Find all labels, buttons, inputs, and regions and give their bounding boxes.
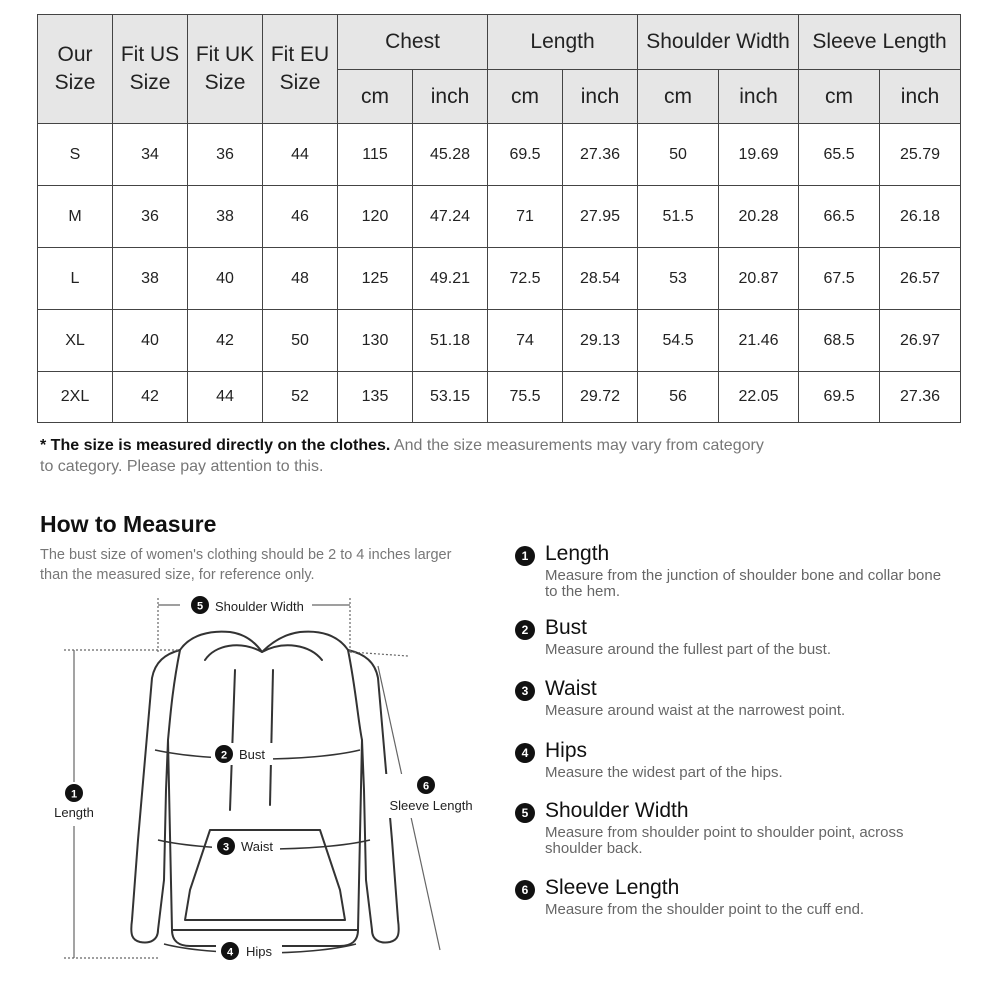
step-description: Measure around the fullest part of the bust. bbox=[545, 641, 832, 658]
header-fit-uk: Fit UK Size bbox=[188, 15, 263, 124]
table-cell: 130 bbox=[338, 310, 413, 372]
table-cell: 67.5 bbox=[799, 248, 880, 310]
table-row bbox=[38, 186, 961, 248]
table-row bbox=[38, 310, 961, 372]
unit-header: cm bbox=[488, 70, 563, 124]
length-number: 1 bbox=[70, 788, 78, 801]
table-cell: 53 bbox=[638, 248, 719, 310]
size-note bbox=[40, 435, 780, 477]
table-cell: 27.36 bbox=[563, 124, 638, 186]
table-cell: 53.15 bbox=[413, 372, 488, 423]
shoulder-width-number: 5 bbox=[196, 600, 204, 613]
table-cell: 36 bbox=[113, 186, 188, 248]
waist-label bbox=[212, 835, 280, 857]
bust-text: Bust bbox=[239, 747, 266, 762]
size-cell: L bbox=[38, 248, 113, 310]
table-cell: 52 bbox=[263, 372, 338, 423]
unit-header: cm bbox=[799, 70, 880, 124]
table-cell: 40 bbox=[188, 248, 263, 310]
header-fit-us: Fit US Size bbox=[113, 15, 188, 124]
table-cell: 120 bbox=[338, 186, 413, 248]
table-cell: 29.72 bbox=[563, 372, 638, 423]
table-cell: 45.28 bbox=[413, 124, 488, 186]
step-number-badge: 4 bbox=[515, 743, 535, 763]
table-cell: 27.36 bbox=[880, 372, 961, 423]
size-cell: 2XL bbox=[38, 372, 113, 423]
table-cell: 44 bbox=[188, 372, 263, 423]
size-cell: XL bbox=[38, 310, 113, 372]
header-fit-eu: Fit EU Size bbox=[263, 15, 338, 124]
table-cell: 46 bbox=[263, 186, 338, 248]
shoulder-width-text: Shoulder Width bbox=[215, 599, 304, 614]
size-chart-table bbox=[37, 14, 961, 423]
step-title: Shoulder Width bbox=[545, 799, 689, 822]
table-cell: 21.46 bbox=[719, 310, 799, 372]
step-number-badge: 5 bbox=[515, 803, 535, 823]
table-cell: 22.05 bbox=[719, 372, 799, 423]
header-shoulder-width: Shoulder Width bbox=[638, 15, 799, 70]
table-cell: 42 bbox=[113, 372, 188, 423]
header-chest: Chest bbox=[338, 15, 488, 70]
sleeve-length-label bbox=[384, 774, 480, 818]
hoodie-outline bbox=[131, 632, 398, 946]
bust-number: 2 bbox=[220, 749, 228, 762]
size-note-bold: * The size is measured directly on the clothes. bbox=[40, 437, 391, 454]
table-cell: 26.57 bbox=[880, 248, 961, 310]
table-cell: 47.24 bbox=[413, 186, 488, 248]
table-cell: 26.18 bbox=[880, 186, 961, 248]
unit-header: inch bbox=[563, 70, 638, 124]
table-cell: 56 bbox=[638, 372, 719, 423]
table-cell: 19.69 bbox=[719, 124, 799, 186]
how-to-measure-intro: The bust size of women's clothing should be 2 to 4 inches larger than the measured size, for reference only. bbox=[40, 547, 452, 583]
step-description: Measure from the junction of shoulder bone and collar bone to the hem. bbox=[545, 567, 942, 600]
table-cell: 75.5 bbox=[488, 372, 563, 423]
length-label bbox=[48, 782, 102, 826]
step-number-badge: 2 bbox=[515, 620, 535, 640]
table-cell: 51.18 bbox=[413, 310, 488, 372]
table-cell: 66.5 bbox=[799, 186, 880, 248]
step-title: Hips bbox=[545, 739, 588, 762]
step-number-badge: 1 bbox=[515, 546, 535, 566]
table-cell: 135 bbox=[338, 372, 413, 423]
step-description: Measure around waist at the narrowest point. bbox=[545, 702, 846, 719]
table-cell: 125 bbox=[338, 248, 413, 310]
table-cell: 115 bbox=[338, 124, 413, 186]
table-cell: 38 bbox=[113, 248, 188, 310]
table-cell: 42 bbox=[188, 310, 263, 372]
table-cell: 28.54 bbox=[563, 248, 638, 310]
table-cell: 68.5 bbox=[799, 310, 880, 372]
table-cell: 26.97 bbox=[880, 310, 961, 372]
table-cell: 71 bbox=[488, 186, 563, 248]
table-header bbox=[38, 15, 961, 124]
sleeve-length-number: 6 bbox=[422, 780, 430, 793]
unit-header: cm bbox=[638, 70, 719, 124]
header-sleeve-length: Sleeve Length bbox=[799, 15, 961, 70]
table-cell: 27.95 bbox=[563, 186, 638, 248]
step-title: Sleeve Length bbox=[545, 876, 680, 899]
table-body bbox=[38, 124, 961, 423]
length-text: Length bbox=[54, 805, 94, 820]
table-cell: 44 bbox=[263, 124, 338, 186]
table-cell: 50 bbox=[263, 310, 338, 372]
table-cell: 34 bbox=[113, 124, 188, 186]
step-title: Bust bbox=[545, 616, 588, 639]
unit-header: inch bbox=[719, 70, 799, 124]
table-cell: 25.79 bbox=[880, 124, 961, 186]
unit-header: inch bbox=[413, 70, 488, 124]
hips-number: 4 bbox=[226, 946, 234, 959]
table-cell: 20.87 bbox=[719, 248, 799, 310]
step-number-badge: 6 bbox=[515, 880, 535, 900]
table-cell: 29.13 bbox=[563, 310, 638, 372]
table-row bbox=[38, 124, 961, 186]
table-cell: 20.28 bbox=[719, 186, 799, 248]
table-cell: 40 bbox=[113, 310, 188, 372]
table-cell: 54.5 bbox=[638, 310, 719, 372]
table-cell: 49.21 bbox=[413, 248, 488, 310]
step-description: Measure from shoulder point to shoulder point, across shoulder back. bbox=[545, 824, 904, 857]
table-cell: 48 bbox=[263, 248, 338, 310]
step-description: Measure from the shoulder point to the cuff end. bbox=[545, 901, 865, 918]
unit-header: inch bbox=[880, 70, 961, 124]
header-length: Length bbox=[488, 15, 638, 70]
table-cell: 69.5 bbox=[488, 124, 563, 186]
size-note-rest: And the size measurements may vary from category to category. Please pay attention to this. bbox=[40, 437, 764, 475]
how-to-measure-title: How to Measure bbox=[40, 511, 217, 537]
table-row bbox=[38, 372, 961, 423]
bust-label bbox=[211, 743, 273, 765]
waist-text: Waist bbox=[241, 839, 274, 854]
table-cell: 72.5 bbox=[488, 248, 563, 310]
table-cell: 65.5 bbox=[799, 124, 880, 186]
step-number-badge: 3 bbox=[515, 681, 535, 701]
step-title: Waist bbox=[545, 677, 597, 700]
shoulder-width-label bbox=[180, 594, 312, 616]
table-cell: 50 bbox=[638, 124, 719, 186]
size-cell: M bbox=[38, 186, 113, 248]
table-row bbox=[38, 248, 961, 310]
table-cell: 51.5 bbox=[638, 186, 719, 248]
table-cell: 38 bbox=[188, 186, 263, 248]
step-description: Measure the widest part of the hips. bbox=[545, 764, 783, 781]
table-cell: 36 bbox=[188, 124, 263, 186]
size-cell: S bbox=[38, 124, 113, 186]
table-cell: 74 bbox=[488, 310, 563, 372]
hips-label bbox=[216, 940, 282, 962]
hoodie-measurement-diagram bbox=[40, 590, 490, 990]
hips-text: Hips bbox=[246, 944, 273, 959]
step-title: Length bbox=[545, 542, 610, 565]
table-cell: 69.5 bbox=[799, 372, 880, 423]
sleeve-length-text: Sleeve Length bbox=[389, 798, 473, 813]
header-our-size: Our Size bbox=[38, 15, 113, 124]
unit-header: cm bbox=[338, 70, 413, 124]
waist-number: 3 bbox=[222, 841, 230, 854]
